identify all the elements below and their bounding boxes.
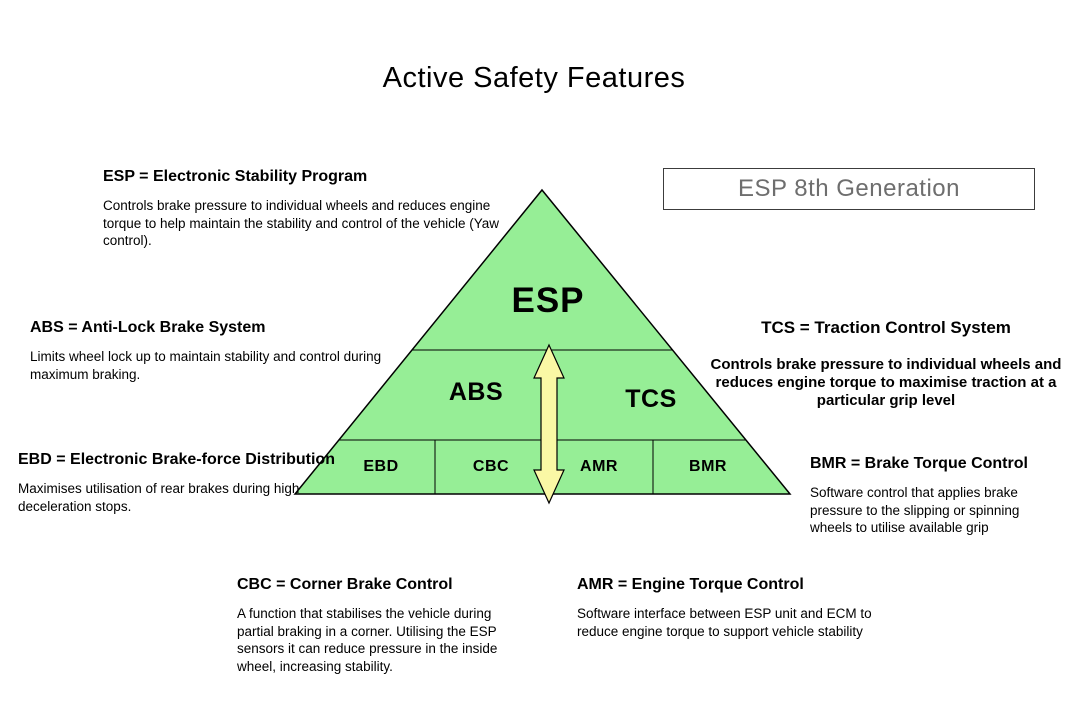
cbc-heading: CBC = Corner Brake Control <box>237 576 453 593</box>
amr-definition <box>577 574 911 640</box>
esp-heading: ESP = Electronic Stability Program <box>103 168 368 185</box>
amr-heading: AMR = Engine Torque Control <box>577 576 804 593</box>
pyramid-label-cbc: CBC <box>472 458 510 475</box>
esp-generation-label: ESP 8th Generation <box>737 175 961 202</box>
abs-body: Limits wheel lock up to maintain stability and control during maximum braking. <box>30 349 382 382</box>
cbc-body: A function that stabilises the vehicle during partial braking in a corner. Utilising the ESP sensors it can reduce pressure in the inside wheel, increasing stability. <box>237 606 498 674</box>
bmr-body: Software control that applies brake pressure to the slipping or spinning wheels to utilise available grip <box>810 485 1020 535</box>
pyramid-label-amr: AMR <box>580 458 618 475</box>
pyramid-label-tcs: TCS <box>625 385 677 413</box>
bmr-heading: BMR = Brake Torque Control <box>810 455 1028 472</box>
cbc-definition <box>237 574 529 675</box>
tcs-heading: TCS = Traction Control System <box>761 318 1011 337</box>
esp-generation-box <box>663 168 1035 210</box>
ebd-definition <box>18 449 340 515</box>
bmr-definition <box>810 453 1064 537</box>
esp-definition <box>103 166 505 250</box>
pyramid-label-ebd: EBD <box>363 458 399 475</box>
page-title: Active Safety Features <box>382 62 686 94</box>
pyramid-label-bmr: BMR <box>689 458 727 475</box>
abs-definition <box>30 317 400 383</box>
amr-body: Software interface between ESP unit and ECM to reduce engine torque to support vehicle stability <box>577 606 872 639</box>
tcs-definition <box>710 317 1062 410</box>
ebd-body: Maximises utilisation of rear brakes during high deceleration stops. <box>18 481 300 514</box>
esp-body: Controls brake pressure to individual wheels and reduces engine torque to help maintain the stability and control of the vehicle (Yaw control). <box>103 198 499 248</box>
pyramid-label-abs: ABS <box>448 378 504 406</box>
abs-heading: ABS = Anti-Lock Brake System <box>30 319 266 336</box>
tcs-body: Controls brake pressure to individual wheels and reduces engine torque to maximise traction at a particular grip level <box>710 356 1062 409</box>
pyramid-label-esp: ESP <box>511 281 585 320</box>
ebd-heading: EBD = Electronic Brake-force Distribution <box>18 451 335 468</box>
